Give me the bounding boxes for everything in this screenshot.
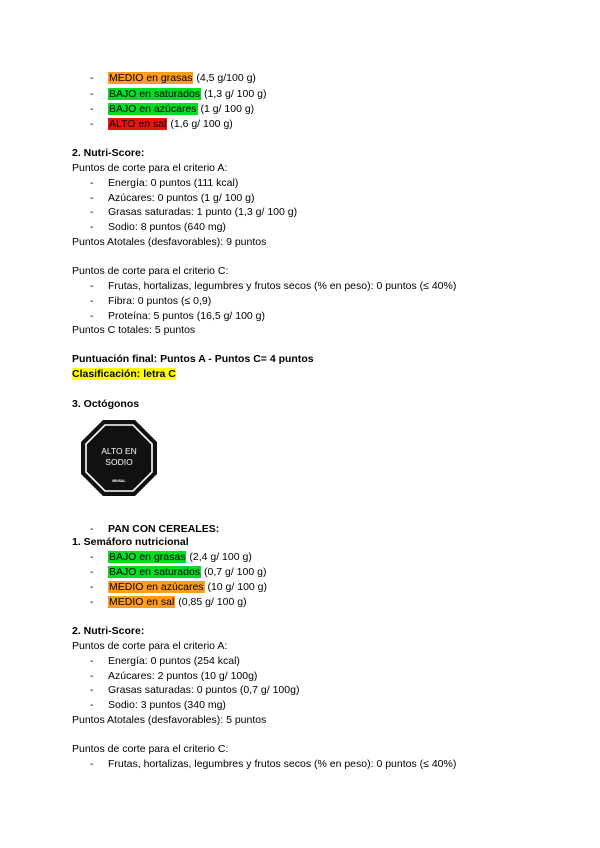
criterio-a-intro: Puntos de corte para el criterio A: xyxy=(72,640,228,652)
total-a: Puntos Atotales (desfavorables): 5 puntos xyxy=(72,714,267,726)
highlight-alto-sal: ALTO en sal xyxy=(109,118,167,130)
bullet: - xyxy=(90,581,94,593)
bullet: - xyxy=(90,295,94,307)
bullet: - xyxy=(90,566,94,578)
criterio-a-item: Sodio: 3 puntos (340 mg) xyxy=(108,699,226,711)
traffic-item-saturated xyxy=(108,87,266,101)
traffic-item-sugar xyxy=(108,580,267,594)
final-score: Puntuación final: Puntos A - Puntos C= 4 puntos xyxy=(72,353,314,365)
traffic-item-salt xyxy=(108,595,247,609)
alto-en-sodio-octagon-icon xyxy=(80,419,158,497)
traffic-value: (4,5 g/100 g) xyxy=(193,72,256,84)
criterio-a-item: Azúcares: 2 puntos (10 g/ 100g) xyxy=(108,670,258,682)
bullet: - xyxy=(90,88,94,100)
criterio-c-intro: Puntos de corte para el criterio C: xyxy=(72,265,229,277)
traffic-item-saturated xyxy=(108,565,266,579)
bullet: - xyxy=(90,177,94,189)
traffic-item-salt xyxy=(108,117,233,131)
criterio-a-item: Grasas saturadas: 1 punto (1,3 g/ 100 g) xyxy=(108,206,298,218)
traffic-item-fat xyxy=(108,550,252,564)
highlight-medio-azucares: MEDIO en azúcares xyxy=(109,581,204,593)
highlight-medio-grasas: MEDIO en grasas xyxy=(109,72,193,84)
octagon-footer: MINSAL xyxy=(112,479,126,483)
traffic-value: (2,4 g/ 100 g) xyxy=(186,551,252,563)
bullet: - xyxy=(90,103,94,115)
bullet: - xyxy=(90,655,94,667)
highlight-classification: Clasificación: letra C xyxy=(72,368,176,380)
bullet: - xyxy=(90,551,94,563)
product-heading: PAN CON CEREALES: xyxy=(108,523,220,535)
bullet: - xyxy=(90,118,94,130)
highlight-bajo-grasas: BAJO en grasas xyxy=(109,551,186,563)
criterio-c-item: Proteína: 5 puntos (16,5 g/ 100 g) xyxy=(108,310,266,322)
nutri-score-heading: 2. Nutri-Score: xyxy=(72,147,145,159)
total-c: Puntos C totales: 5 puntos xyxy=(72,324,196,336)
traffic-value: (1,6 g/ 100 g) xyxy=(167,118,233,130)
traffic-value: (10 g/ 100 g) xyxy=(204,581,268,593)
classification xyxy=(72,367,176,381)
nutri-score-heading: 2. Nutri-Score: xyxy=(72,625,145,637)
criterio-a-intro: Puntos de corte para el criterio A: xyxy=(72,162,228,174)
traffic-item-sugar xyxy=(108,102,254,116)
traffic-value: (0,7 g/ 100 g) xyxy=(201,566,267,578)
bullet: - xyxy=(90,72,94,84)
criterio-c-item: Frutas, hortalizas, legumbres y frutos secos (% en peso): 0 puntos (≤ 40%) xyxy=(108,758,457,770)
bullet: - xyxy=(90,699,94,711)
highlight-medio-sal: MEDIO en sal xyxy=(109,596,175,608)
highlight-bajo-saturados: BAJO en saturados xyxy=(109,566,201,578)
total-a: Puntos Atotales (desfavorables): 9 puntos xyxy=(72,236,267,248)
semaforo-heading: 1. Semáforo nutricional xyxy=(72,536,189,548)
traffic-value: (1 g/ 100 g) xyxy=(197,103,255,115)
bullet: - xyxy=(90,221,94,233)
criterio-a-item: Sodio: 8 puntos (640 mg) xyxy=(108,221,226,233)
bullet: - xyxy=(90,310,94,322)
bullet: - xyxy=(90,758,94,770)
octagon-line2: SODIO xyxy=(105,457,133,467)
bullet: - xyxy=(90,280,94,292)
bullet: - xyxy=(90,670,94,682)
octogonos-heading: 3. Octógonos xyxy=(72,398,140,410)
criterio-a-item: Grasas saturadas: 0 puntos (0,7 g/ 100g) xyxy=(108,684,300,696)
traffic-item-fat xyxy=(108,71,256,85)
bullet: - xyxy=(90,523,94,535)
criterio-a-item: Energía: 0 puntos (254 kcal) xyxy=(108,655,240,667)
highlight-bajo-azucares: BAJO en azúcares xyxy=(109,103,197,115)
bullet: - xyxy=(90,206,94,218)
criterio-a-item: Azúcares: 0 puntos (1 g/ 100 g) xyxy=(108,192,255,204)
traffic-value: (1,3 g/ 100 g) xyxy=(201,88,267,100)
traffic-value: (0,85 g/ 100 g) xyxy=(175,596,247,608)
bullet: - xyxy=(90,684,94,696)
bullet: - xyxy=(90,192,94,204)
octagon-warning-seal xyxy=(80,419,158,497)
octagon-line1: ALTO EN xyxy=(101,446,137,456)
criterio-a-item: Energía: 0 puntos (111 kcal) xyxy=(108,177,239,189)
highlight-bajo-saturados: BAJO en saturados xyxy=(109,88,201,100)
criterio-c-intro: Puntos de corte para el criterio C: xyxy=(72,743,229,755)
criterio-c-item: Fibra: 0 puntos (≤ 0,9) xyxy=(108,295,212,307)
criterio-c-item: Frutas, hortalizas, legumbres y frutos secos (% en peso): 0 puntos (≤ 40%) xyxy=(108,280,457,292)
bullet: - xyxy=(90,596,94,608)
